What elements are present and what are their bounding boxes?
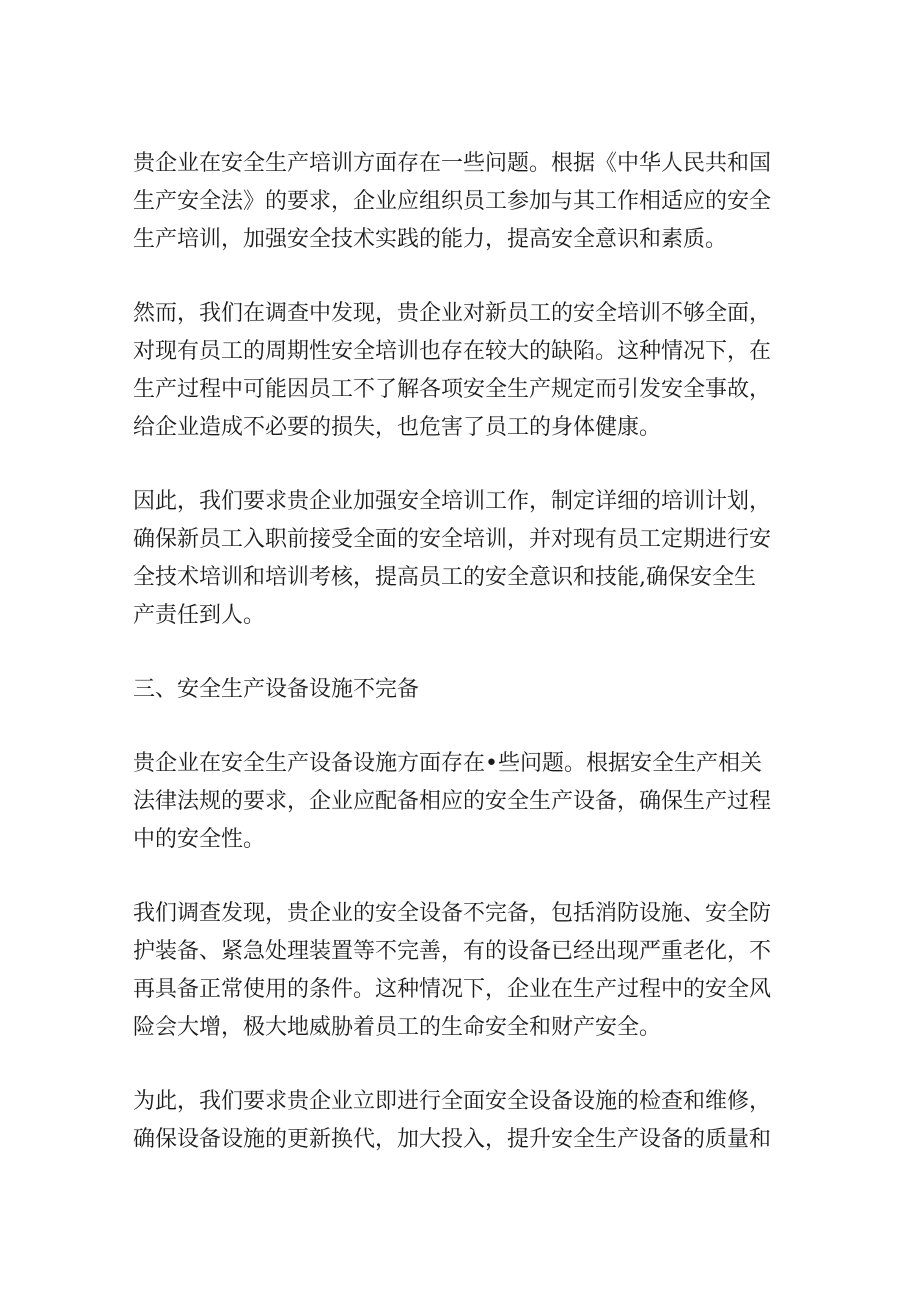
text-line: 法律法规的要求，企业应配备相应的安全生产设备，确保生产过程 — [133, 789, 772, 814]
text-line: 生产过程中可能因员工不了解各项安全生产规定而引发安全事故， — [133, 377, 772, 402]
text-line: 生产安全法》的要求，企业应组织员工参加与其工作相适应的安全 — [133, 189, 772, 214]
paragraph-equipment-issues — [133, 745, 800, 859]
text-line: 确保设备设施的更新换代，加大投入，提升安全生产设备的质量和 — [133, 1127, 772, 1152]
text-line: 因此，我们要求贵企业加强安全培训工作，制定详细的培训计划， — [133, 489, 772, 514]
text-line: 确保新员工入职前接受全面的安全培训，并对现有员工定期进行安 — [133, 527, 772, 552]
paragraph-training-issues — [133, 145, 800, 259]
text-line: 产责任到人。 — [133, 603, 266, 628]
text-line: 全技术培训和培训考核，提高员工的安全意识和技能,确保安全生 — [133, 565, 756, 590]
text-line: 给企业造成不必要的损失，也危害了员工的身体健康。 — [133, 415, 662, 440]
text-line: 贵企业在安全生产设备设施方面存在•些问题。根据安全生产相关 — [133, 751, 762, 776]
text-line: 再具备正常使用的条件。这种情况下，企业在生产过程中的安全风 — [133, 977, 772, 1002]
text-line: 为此，我们要求贵企业立即进行全面安全设备设施的检查和维修， — [133, 1089, 772, 1114]
text-line: 生产培训，加强安全技术实践的能力，提高安全意识和素质。 — [133, 227, 728, 252]
text-line: 险会大增，极大地威胁着员工的生命安全和财产安全。 — [133, 1015, 662, 1040]
paragraph-survey-findings — [133, 295, 800, 447]
text-line: 我们调查发现，贵企业的安全设备不完备，包括消防设施、安全防 — [133, 901, 772, 926]
paragraph-equipment-findings — [133, 895, 800, 1047]
paragraph-equipment-requirements — [133, 1083, 800, 1159]
paragraph-training-requirements — [133, 483, 800, 635]
text-line: 然而，我们在调查中发现，贵企业对新员工的安全培训不够全面， — [133, 301, 772, 326]
section-heading: 三、安全生产设备设施不完备 — [133, 677, 420, 702]
text-line: 护装备、紧急处理装置等不完善，有的设备已经出现严重老化，不 — [133, 939, 772, 964]
text-line: 贵企业在安全生产培训方面存在一些问题。根据《中华人民共和国 — [133, 151, 772, 176]
text-line: 中的安全性。 — [133, 827, 266, 852]
text-line: 对现有员工的周期性安全培训也存在较大的缺陷。这种情况下，在 — [133, 339, 772, 364]
